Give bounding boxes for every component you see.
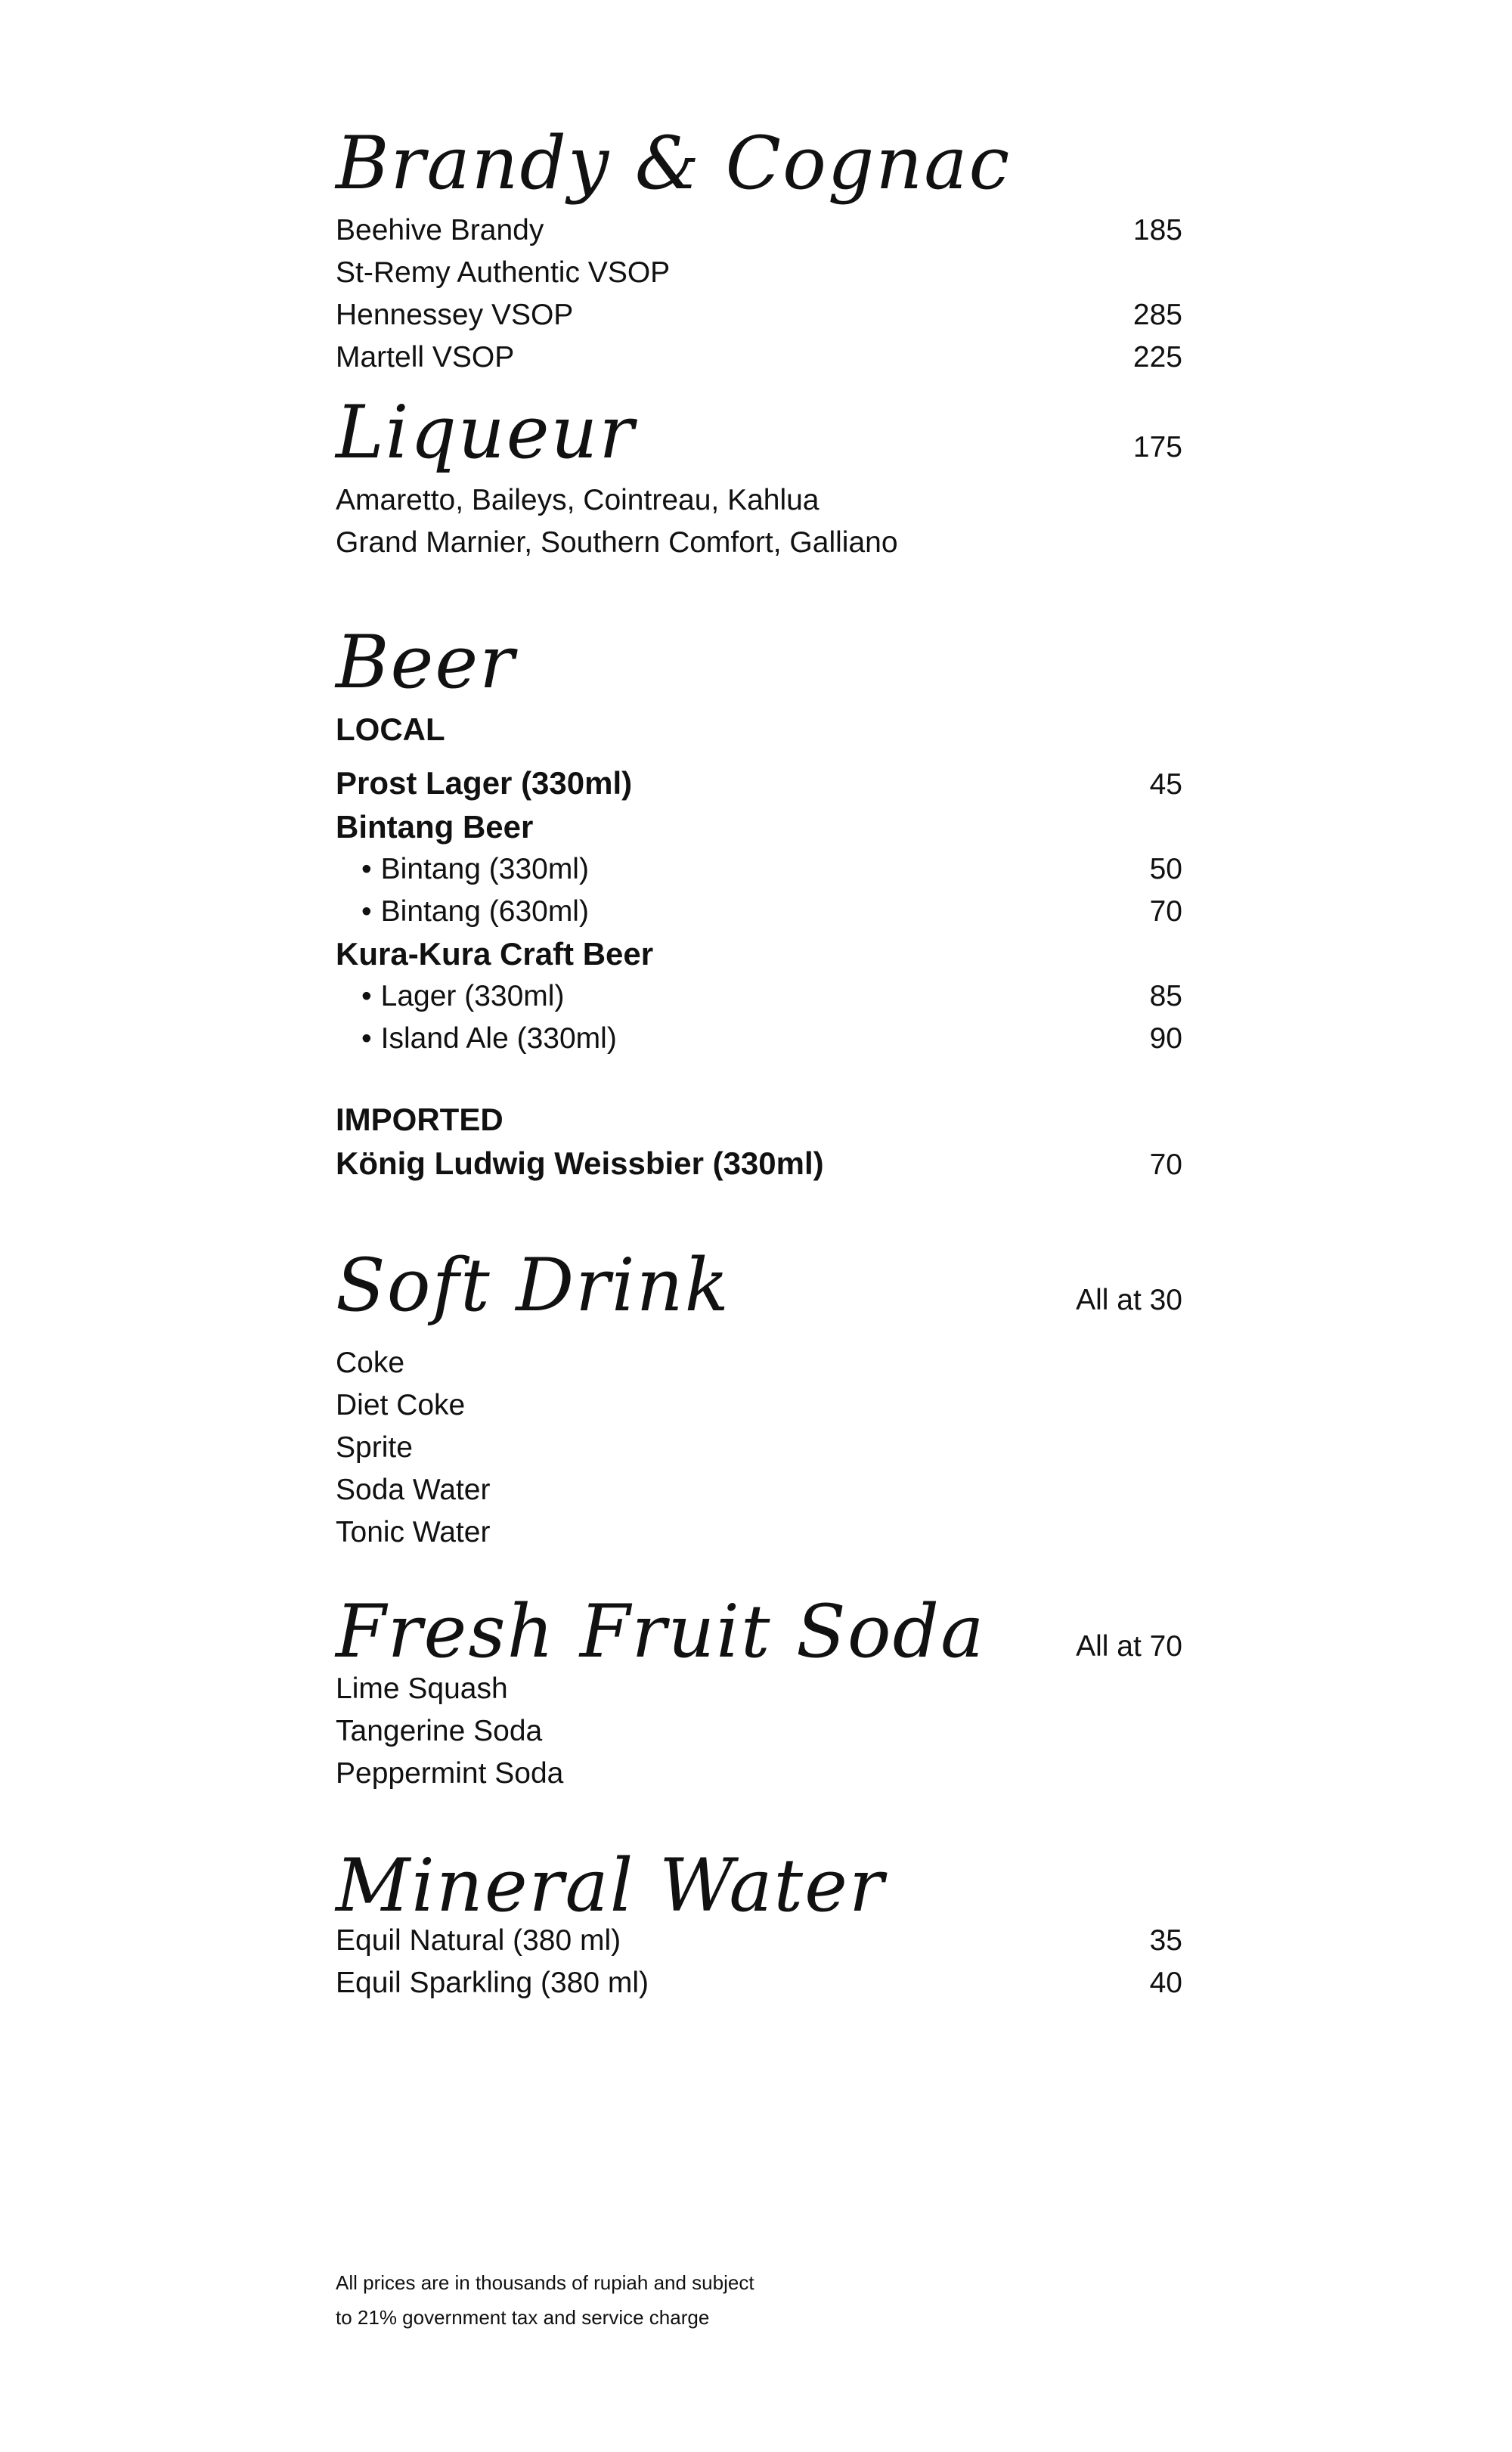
beer-imported (336, 1097, 1182, 1186)
footnote-line: to 21% government tax and service charge (336, 2306, 710, 2329)
beer-local-label: LOCAL (336, 711, 445, 747)
item-price: 50 (1149, 853, 1182, 885)
item-name: • Lager (330ml) (336, 975, 564, 1018)
soft-drink-item: Tonic Water (336, 1516, 491, 1548)
item-name: Equil Natural (380 ml) (336, 1924, 621, 1957)
item-price: 85 (1149, 980, 1182, 1012)
item-name: • Bintang (330ml) (336, 848, 589, 891)
item-name: König Ludwig Weissbier (330ml) (336, 1145, 824, 1181)
menu-item-bintang (336, 891, 1182, 933)
fruit-soda-item: Tangerine Soda (336, 1715, 543, 1747)
item-price: 45 (1149, 768, 1182, 801)
liqueur-price: 175 (1132, 431, 1182, 463)
brandy-list (336, 209, 1182, 379)
soft-drink-list (336, 1342, 1182, 1554)
soft-drink-item: Diet Coke (336, 1389, 466, 1421)
menu-item-konig (336, 1142, 1182, 1186)
footnote-line: All prices are in thousands of rupiah and subject (336, 2271, 754, 2294)
item-price: 185 (1132, 214, 1182, 246)
item-price: 90 (1149, 1022, 1182, 1055)
item-name: Equil Sparkling (380 ml) (336, 1967, 649, 1999)
menu-item-brandy (336, 252, 1182, 294)
liqueur-list (336, 479, 1182, 564)
menu-item-brandy (336, 209, 1182, 252)
mineral-water-list (336, 1920, 1182, 2004)
fruit-soda-list (336, 1668, 1182, 1795)
section-liqueur (336, 390, 1182, 475)
item-price: 35 (1149, 1924, 1182, 1957)
item-price: 70 (1149, 895, 1182, 928)
section-soft-drink (336, 1243, 1182, 1328)
item-price: 40 (1149, 1967, 1182, 1999)
section-heading-beer: Beer (336, 620, 516, 705)
section-fresh-fruit-soda (336, 1589, 1182, 1674)
menu-item-kura (336, 1018, 1182, 1060)
item-name: Beehive Brandy (336, 214, 544, 246)
menu-item-kura (336, 975, 1182, 1018)
menu-item-brandy (336, 336, 1182, 379)
fruit-soda-item: Peppermint Soda (336, 1757, 564, 1790)
liqueur-line: Amaretto, Baileys, Cointreau, Kahlua (336, 484, 820, 516)
section-heading-soft-drink: Soft Drink (336, 1243, 730, 1328)
menu-item-bintang (336, 848, 1182, 891)
beer-list (336, 762, 1182, 1060)
section-heading-liqueur: Liqueur (336, 390, 636, 475)
liqueur-line: Grand Marnier, Southern Comfort, Galliano (336, 526, 898, 559)
section-heading-brandy: Brandy & Cognac (336, 121, 1012, 206)
section-mineral-water (336, 1843, 1182, 1928)
menu-item-prost (336, 762, 1182, 806)
item-name: Martell VSOP (336, 341, 515, 374)
beer-brand-bintang: Bintang Beer (336, 809, 534, 845)
section-heading-fresh-fruit-soda: Fresh Fruit Soda (336, 1589, 986, 1674)
item-name: St-Remy Authentic VSOP (336, 256, 671, 289)
soft-drink-price: All at 30 (1076, 1284, 1182, 1316)
menu-item-water (336, 1920, 1182, 1962)
section-heading-mineral-water: Mineral Water (336, 1843, 885, 1928)
soft-drink-item: Coke (336, 1347, 405, 1379)
section-brandy-cognac (336, 121, 1182, 206)
beer-imported-label: IMPORTED (336, 1102, 503, 1137)
beer-brand-kura: Kura-Kura Craft Beer (336, 936, 654, 972)
menu-item-brandy (336, 294, 1182, 336)
beer-local (336, 707, 1182, 752)
item-price: 225 (1132, 341, 1182, 374)
section-beer (336, 620, 1182, 705)
item-name: Prost Lager (330ml) (336, 765, 633, 801)
item-name: • Bintang (630ml) (336, 891, 589, 933)
item-price: 70 (1149, 1149, 1182, 1181)
menu-item-water (336, 1962, 1182, 2004)
fruit-soda-item: Lime Squash (336, 1672, 508, 1705)
soft-drink-item: Sprite (336, 1431, 413, 1464)
fruit-soda-price: All at 70 (1076, 1630, 1182, 1663)
price-footnote (336, 2265, 865, 2335)
item-price: 285 (1132, 299, 1182, 331)
soft-drink-item: Soda Water (336, 1474, 491, 1506)
item-name: Hennessey VSOP (336, 299, 574, 331)
item-name: • Island Ale (330ml) (336, 1018, 617, 1060)
